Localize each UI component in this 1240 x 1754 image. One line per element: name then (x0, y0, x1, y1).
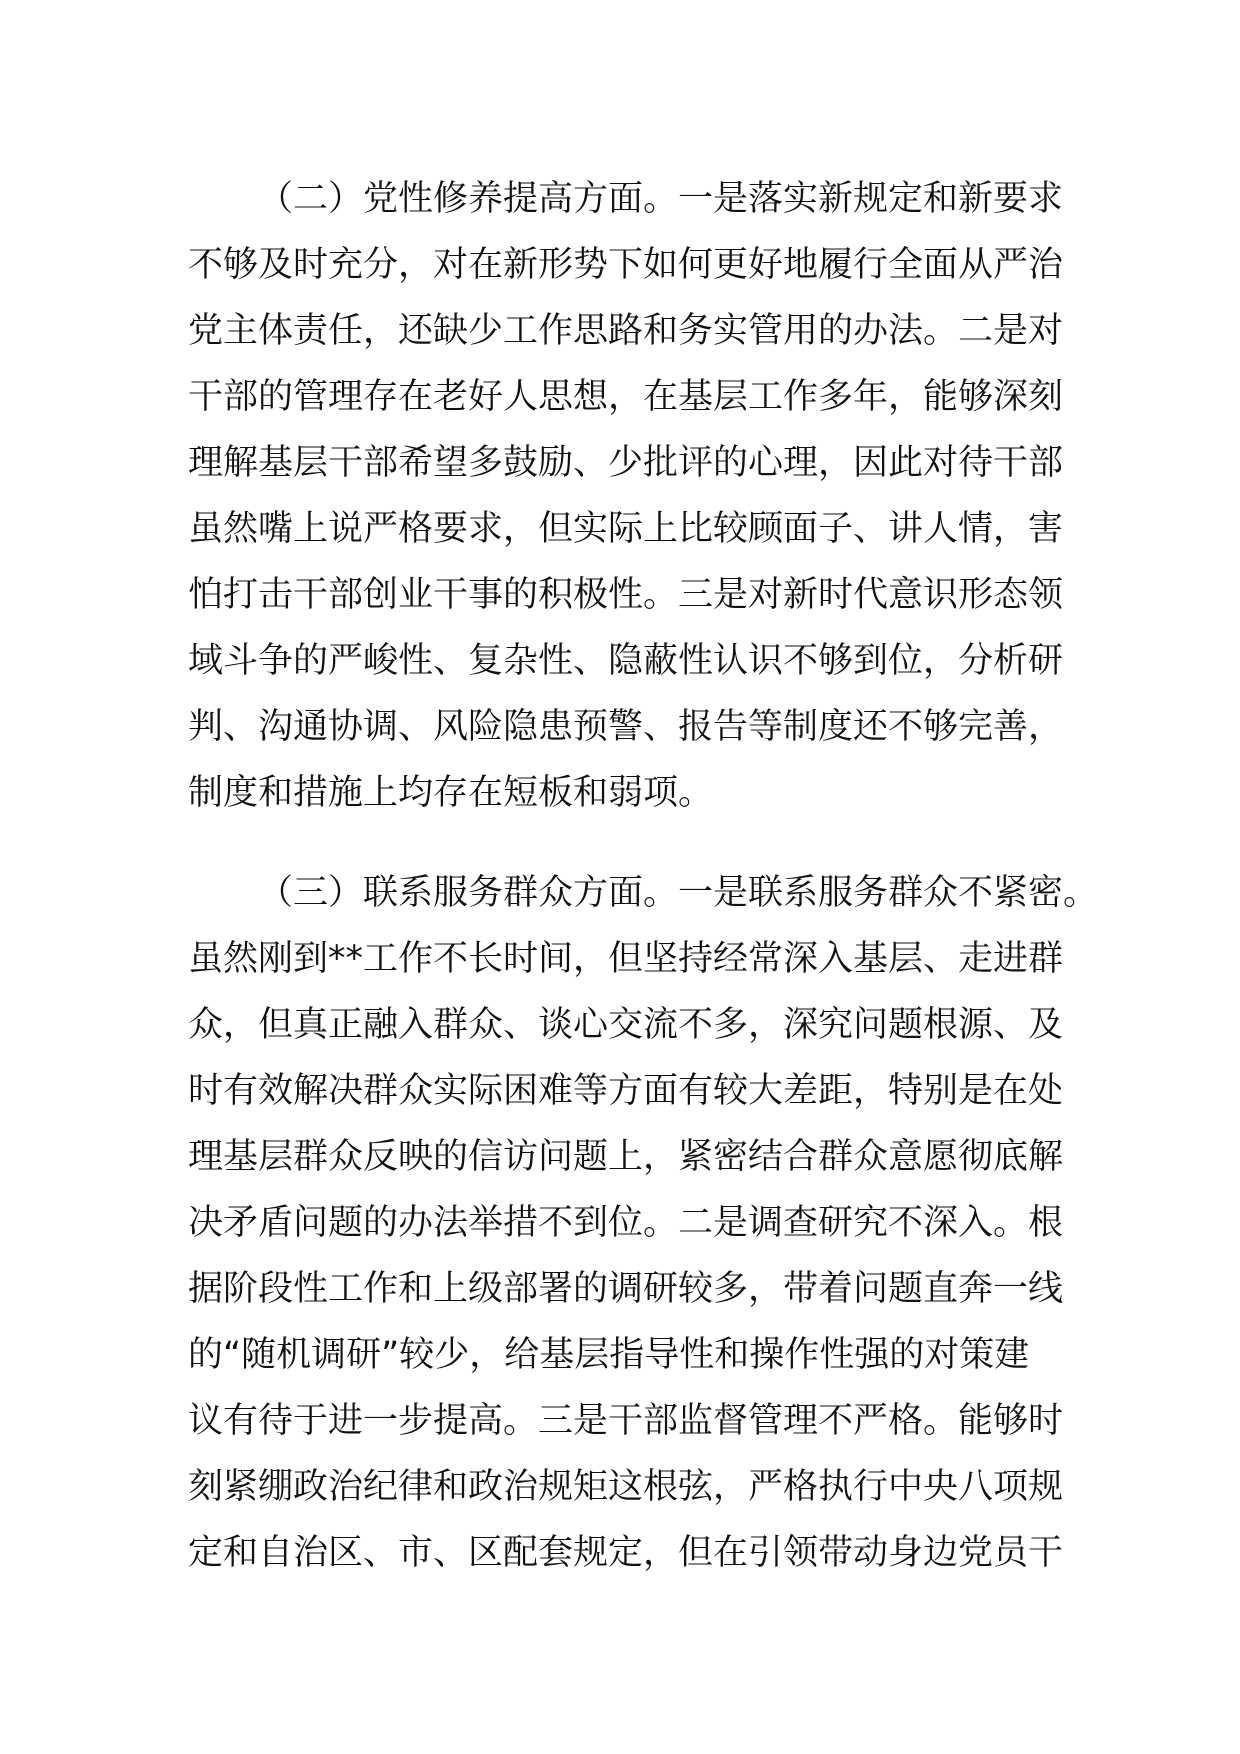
text-line: 决矛盾问题的办法举措不到位。二是调查研究不深入。根 (188, 1203, 1064, 1243)
text-line: 域斗争的严峻性、复杂性、隐蔽性认识不够到位，分析研 (188, 641, 1064, 681)
text-line: 虽然嘴上说严格要求，但实际上比较顾面子、讲人情，害 (188, 509, 1064, 549)
text-line: 理解基层干部希望多鼓励、少批评的心理，因此对待干部 (188, 443, 1064, 483)
text-line: 干部的管理存在老好人思想，在基层工作多年，能够深刻 (188, 377, 1064, 417)
text-line: 时有效解决群众实际困难等方面有较大差距，特别是在处 (188, 1071, 1064, 1111)
text-line: 定和自治区、市、区配套规定，但在引领带动身边党员干 (188, 1533, 1064, 1573)
text-line: 不够及时充分，对在新形势下如何更好地履行全面从严治 (188, 245, 1064, 285)
text-line: 制度和措施上均存在短板和弱项。 (188, 773, 714, 813)
document-body (188, 166, 1099, 1586)
text-line: （二）党性修养提高方面。一是落实新规定和新要求 (258, 179, 1064, 219)
text-line: 据阶段性工作和上级部署的调研较多，带着问题直奔一线 (188, 1269, 1064, 1309)
text-line: 众，但真正融入群众、谈心交流不多，深究问题根源、及 (188, 1005, 1064, 1045)
text-line: 判、沟通协调、风险隐患预警、报告等制度还不够完善， (188, 707, 1064, 747)
paragraph-party-spirit (188, 166, 1064, 826)
text-line: （三）联系服务群众方面。一是联系服务群众不紧密。 (258, 873, 1099, 913)
text-line: 议有待于进一步提高。三是干部监督管理不严格。能够时 (188, 1401, 1064, 1441)
text-line: 怕打击干部创业干事的积极性。三是对新时代意识形态领 (188, 575, 1064, 615)
paragraph-spacer (188, 826, 1038, 860)
paragraph-serving-masses (188, 860, 1099, 1586)
text-line: 虽然刚到**工作不长时间，但坚持经常深入基层、走进群 (188, 939, 1064, 979)
text-line: 的“随机调研”较少，给基层指导性和操作性强的对策建 (188, 1335, 1030, 1375)
text-line: 党主体责任，还缺少工作思路和务实管用的办法。二是对 (188, 311, 1064, 351)
text-line: 理基层群众反映的信访问题上，紧密结合群众意愿彻底解 (188, 1137, 1064, 1177)
text-line: 刻紧绷政治纪律和政治规矩这根弦，严格执行中央八项规 (188, 1467, 1064, 1507)
